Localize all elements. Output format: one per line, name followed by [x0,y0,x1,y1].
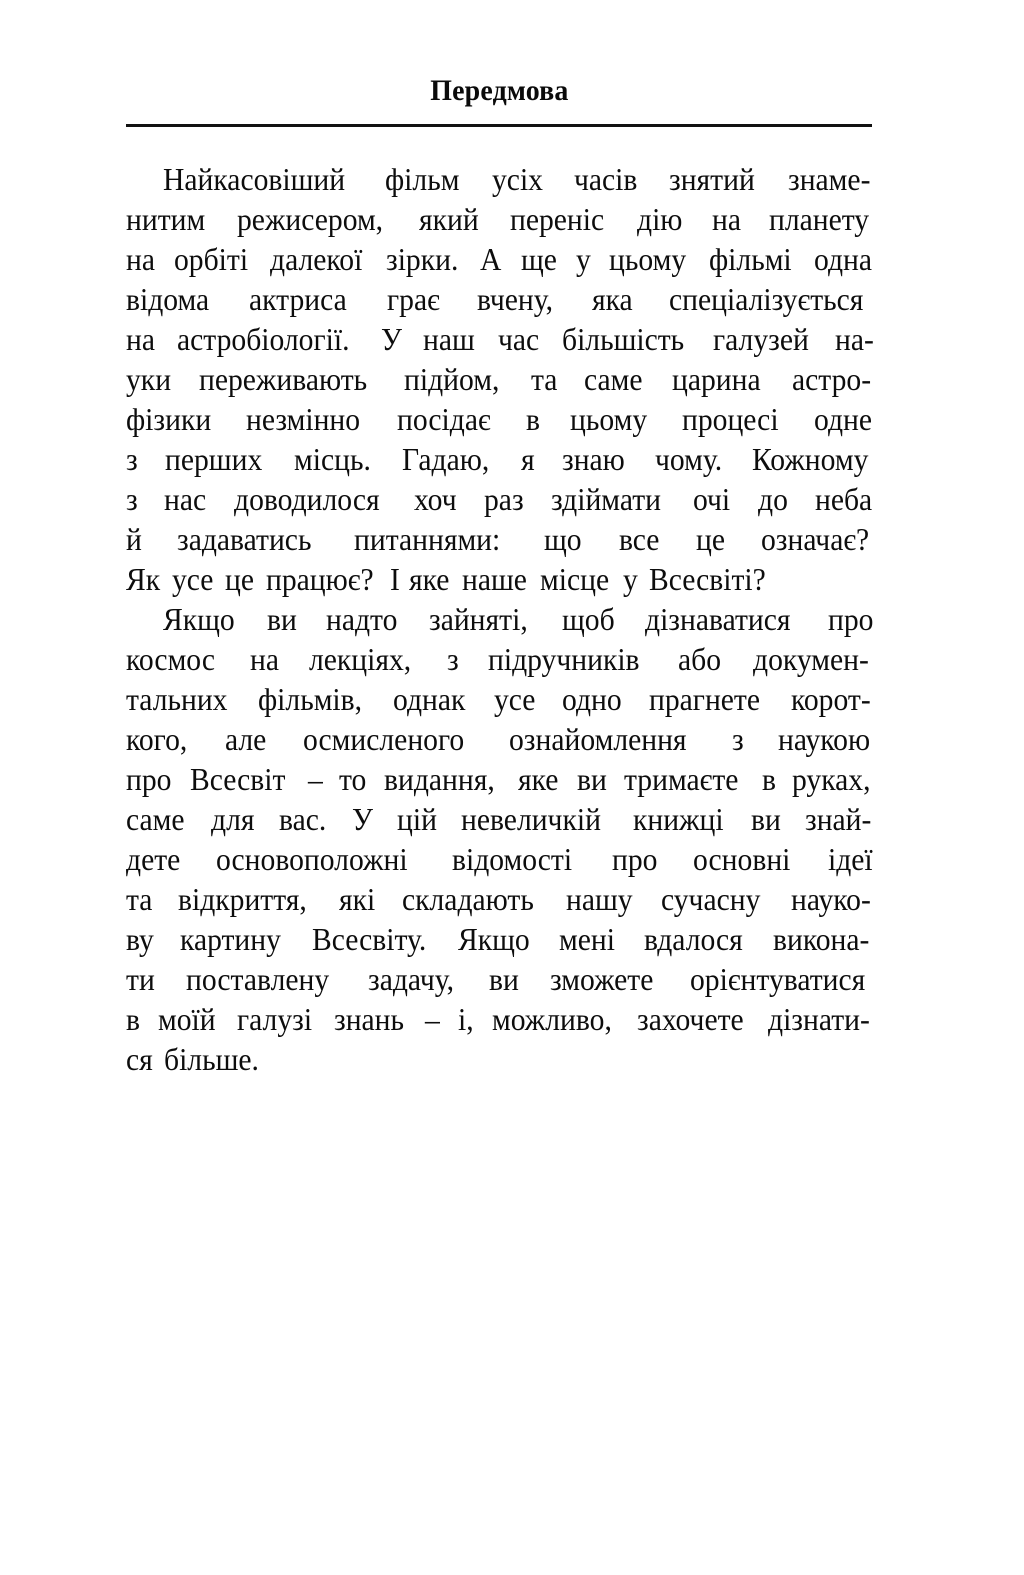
word: на [249,642,279,677]
text-line [126,640,876,680]
word: підйом, [403,362,500,397]
word: Всесвіті? [648,562,766,597]
word: одно [561,682,622,717]
word: далекої [270,242,363,277]
text-line [126,360,876,400]
word: усе [171,562,214,597]
word: усіх [491,162,543,197]
text-line [126,520,876,560]
word: Гадаю, [402,442,490,477]
word: викона- [773,922,870,957]
word: складають [401,882,534,917]
word: лекціях, [309,642,412,677]
word: ти [126,962,155,997]
word: знаю [561,442,625,477]
word: на [126,322,155,357]
text-line [126,1040,876,1080]
word: вас. [279,802,327,837]
word: про [827,602,874,637]
word: наш [423,322,475,357]
word: та [126,882,153,917]
word: дію [636,202,683,237]
word: щоб [561,602,615,637]
word: для [210,802,255,837]
word: Найкасовіший [163,162,346,197]
word: у [623,562,639,597]
word: це [225,562,255,597]
word: відкриття, [178,882,308,917]
word: який [419,202,480,237]
word: і, [458,1002,474,1037]
word: спеціалізується [669,282,864,317]
word: ви [576,762,607,797]
word: нас [163,482,206,517]
word: дізнати- [767,1002,870,1037]
word: очі [693,482,731,517]
paragraph [126,600,876,1080]
word: відома [126,282,210,317]
word: про [612,842,658,877]
text-line [126,600,876,640]
word: місць. [294,442,372,477]
word: в [761,762,776,797]
word: орієнтуватися [689,962,865,997]
text-line [126,960,876,1000]
word: основоположні [216,842,408,877]
word: чому. [654,442,722,477]
word: осмисленого [303,722,465,757]
word: астро- [791,362,871,397]
word: вчену, [476,282,553,317]
word: працює? [265,562,374,597]
word: процесі [682,402,779,437]
word: Якщо [458,922,531,957]
word: космос [126,642,215,677]
word: – [425,1002,441,1037]
word: – [307,762,323,797]
word: грає [386,282,440,317]
word: означає? [760,522,870,557]
word: Кожному [752,442,869,477]
word: місце [540,562,610,597]
word: У [351,802,373,837]
word: що [544,522,582,557]
word: фільмі [708,242,792,277]
text-line [126,1000,876,1040]
word: вдалося [643,922,743,957]
header-divider [126,124,872,127]
word: то [339,762,367,797]
word: актриса [248,282,347,317]
word: які [339,882,376,917]
text-line [126,400,876,440]
word: але [225,722,267,757]
word: в [526,402,541,437]
text-line [126,920,876,960]
word: І [389,562,400,597]
word: ви [751,802,782,837]
word: тальних [126,682,228,717]
word: кого, [126,722,188,757]
word: однак [392,682,465,717]
word: задаватись [177,522,312,557]
word: знаме- [788,162,871,197]
word: книжці [632,802,724,837]
word: галузей [712,322,809,357]
word: я [521,442,535,477]
word: питаннями: [354,522,501,557]
word: яке [409,562,450,597]
text-line [126,800,876,840]
word: А [480,242,502,277]
body-text [126,160,876,1080]
word: Всесвіт [190,762,286,797]
word: зайняті, [429,602,529,637]
word: в [126,1002,140,1037]
word: моїй [158,1002,216,1037]
text-line [126,280,876,320]
word: видання, [384,762,495,797]
word: невеличкій [461,802,602,837]
word: все [618,522,659,557]
word: або [678,642,722,677]
text-line [126,880,876,920]
text-line [126,560,876,600]
text-line [126,840,876,880]
word: нашу [566,882,633,917]
word: науко- [791,882,871,917]
word: час [498,322,540,357]
page-title: Передмова [429,74,569,107]
word: докумен- [752,642,869,677]
word: ву [126,922,154,957]
word: раз [484,482,524,517]
word: більше. [163,1042,259,1077]
word: руках, [792,762,871,797]
word: тримаєте [624,762,739,797]
word: зможете [550,962,654,997]
word: до [758,482,788,517]
word: з [126,482,138,517]
paragraph [126,160,876,600]
word: прагнете [649,682,761,717]
word: ви [488,962,519,997]
word: ся [126,1042,153,1077]
word: ще [520,242,557,277]
word: Якщо [163,602,235,637]
word: царина [672,362,761,397]
word: зірки. [386,242,459,277]
text-line [126,760,876,800]
word: з [446,642,459,677]
word: цій [396,802,437,837]
word: знятий [669,162,755,197]
text-line [126,440,876,480]
word: яка [591,282,633,317]
word: наше [461,562,527,597]
word: у [576,242,592,277]
word: з [731,722,744,757]
text-line [126,160,876,200]
word: знань [333,1002,404,1037]
word: задачу, [367,962,454,997]
word: це [695,522,725,557]
word: підручників [488,642,640,677]
word: яке [517,762,559,797]
text-line [126,480,876,520]
word: орбіті [174,242,249,277]
page-header [126,74,872,108]
word: з [126,442,138,477]
word: усе [493,682,536,717]
word: одна [814,242,873,277]
word: можливо, [492,1002,613,1037]
word: здіймати [551,482,662,517]
word: цьому [570,402,648,437]
word: нитим [126,202,206,237]
word: неба [815,482,873,517]
word: Всесвіту. [312,922,427,957]
word: часів [573,162,638,197]
word: сучасну [661,882,761,917]
text-line [126,240,876,280]
word: основні [692,842,791,877]
word: незмінно [246,402,361,437]
word: на [126,242,155,277]
word: саме [126,802,185,837]
word: на [711,202,741,237]
word: мені [559,922,616,957]
word: одне [814,402,873,437]
word: й [126,522,142,557]
word: ви [266,602,297,637]
word: поставлену [186,962,330,997]
word: дете [126,842,181,877]
word: та [530,362,558,397]
word: Як [126,562,161,597]
word: планету [769,202,870,237]
word: уки [126,362,172,397]
text-line [126,320,876,360]
word: більшість [562,322,685,357]
word: режисером, [237,202,384,237]
word: ідеї [828,842,874,877]
word: переніс [509,202,604,237]
word: хоч [413,482,457,517]
word: переживають [199,362,368,397]
text-line [126,680,876,720]
word: фільмів, [257,682,362,717]
word: цьому [609,242,687,277]
word: на- [834,322,874,357]
word: надто [325,602,398,637]
word: посідає [396,402,491,437]
word: фізики [126,402,212,437]
word: корот- [791,682,871,717]
word: саме [584,362,643,397]
word: У [380,322,402,357]
word: дізнаватися [645,602,791,637]
word: про [126,762,172,797]
text-line [126,720,876,760]
word: знай- [805,802,872,837]
word: захочете [636,1002,744,1037]
word: відомості [452,842,573,877]
word: доводилося [233,482,380,517]
word: наукою [778,722,871,757]
word: астробіології. [177,322,350,357]
word: картину [180,922,282,957]
word: галузі [236,1002,312,1037]
word: перших [164,442,262,477]
word: ознайомлення [508,722,687,757]
text-line [126,200,876,240]
word: фільм [384,162,460,197]
